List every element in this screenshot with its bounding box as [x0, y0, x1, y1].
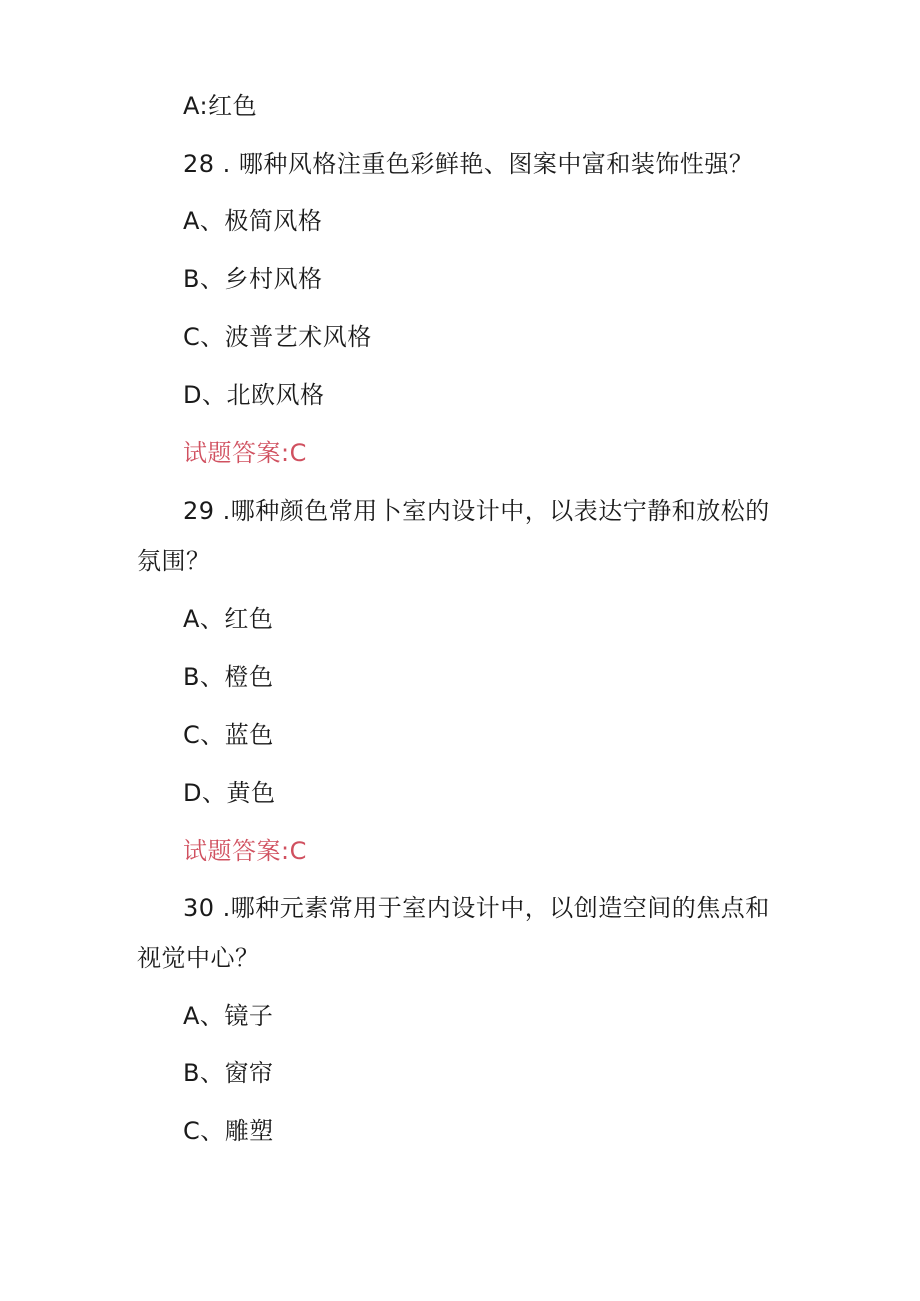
question-28: 28 . 哪种风格注重色彩鲜艳、图案中富和装饰性强？ — [183, 150, 754, 178]
q30-option-a: A、镜子 — [183, 1002, 274, 1030]
question-30: 30 .哪种元素常用于室内设计中，以创造空间的焦点和 — [183, 894, 770, 922]
q30-option-b: B、窗帘 — [183, 1059, 274, 1087]
q28-option-c: C、波普艺术风格 — [183, 323, 372, 351]
q28-option-d: D、北欧风格 — [183, 381, 325, 409]
q28-option-b: B、乡村风格 — [183, 265, 323, 293]
q29-option-d: D、黄色 — [183, 779, 276, 807]
q30-option-c: C、雕塑 — [183, 1117, 274, 1145]
q29-option-a: A、红色 — [183, 605, 274, 633]
q29-option-c: C、蓝色 — [183, 721, 274, 749]
question-29-continuation: 氛围？ — [137, 547, 211, 575]
question-30-continuation: 视觉中心？ — [137, 944, 260, 972]
q29-answer: 试题答案:C — [183, 837, 307, 865]
q29-option-b: B、橙色 — [183, 663, 274, 691]
previous-answer-option-a: A:红色 — [183, 92, 258, 120]
q28-option-a: A、极简风格 — [183, 207, 323, 235]
q28-answer: 试题答案:C — [183, 439, 307, 467]
question-29: 29 .哪种颜色常用卜室内设计中，以表达宁静和放松的 — [183, 497, 770, 525]
